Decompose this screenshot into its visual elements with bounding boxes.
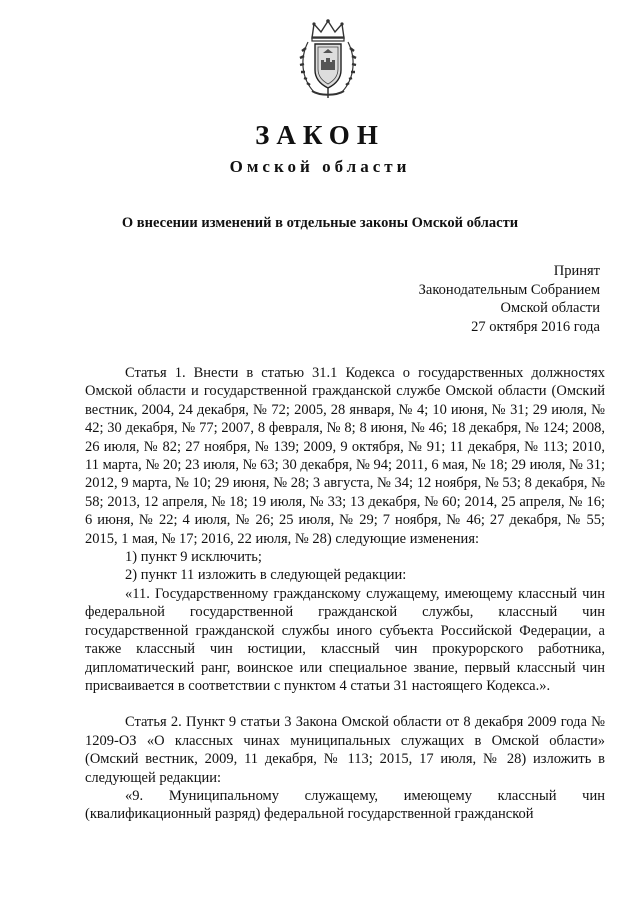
article-1-item-2: 2) пункт 11 изложить в следующей редакции: bbox=[125, 567, 407, 584]
law-subtitle: Омской области bbox=[229, 157, 411, 176]
adoption-line: Принят bbox=[553, 263, 600, 279]
document-subject: О внесении изменений в отдельные законы Омской области bbox=[121, 215, 519, 231]
adoption-block bbox=[419, 262, 600, 336]
article-1-intro: Статья 1. Внести в статью 31.1 Кодекса о государственных должностях Омской области и государственной гражданской службе Омской области (Омский вестник, 2004, 24 декабря, № 72; 2005, 28 января, № 4; 10 июня, № 31; 29 июля, № 42; 30 декабря, № 77; 2007, 8 февраля, № 8; 8 июня, № 46; 18 декабря, № 124; 2008, 26 июля, № 82; 27 ноября, № 139; 2009, 9 октября, № 91; 11 декабря, № 113; 2010, 11 марта, № 20; 23 июля, № 63; 30 декабря, № 94; 2011, 6 мая, № 18; 29 июля, № 31; 2012, 9 марта, № 10; 29 июня, № 28; 3 августа, № 34; 12 ноября, № 53; 8 декабря, № 58; 2013, 12 апреля, № 18; 19 июля, № 33; 13 декабря, № 60; 2014, 25 апреля, № 16; 6 июня, № 22; 4 июля, № 26; 25 июля, № 29; 7 ноября, № 46; 27 декабря, № 55; 2015, 1 мая, № 17; 2016, 22 июля, № 28) следующие изменения: bbox=[85, 365, 605, 547]
article-1-item-1: 1) пункт 9 исключить; bbox=[125, 549, 262, 566]
law-title: ЗАКОН bbox=[255, 120, 385, 150]
adoption-line: Законодательным Собранием bbox=[418, 281, 600, 298]
document-body bbox=[85, 364, 605, 824]
article-2-quote: «9. Муниципальному служащему, имеющему классный чин (квалификационный разряд) федеральной государственной гражданской bbox=[85, 787, 605, 823]
article-1-quote: «11. Государственному гражданскому служащему, имеющему классный чин федеральной государственной гражданской службы, классный чин государственной гражданской службы иного субъекта Российской Федерации, а также классный чин юстиции, классный чин прокурорского работника, дипломатический ранг, воинское или специальное звание, первый классный чин присваивается в соответствии с пунктом 4 статьи 31 настоящего Кодекса.». bbox=[85, 585, 605, 694]
adoption-date: 27 октября 2016 года bbox=[471, 318, 600, 335]
adoption-line: Омской области bbox=[500, 300, 600, 316]
omsk-coat-of-arms-icon bbox=[298, 18, 358, 100]
article-2-intro: Статья 2. Пункт 9 статьи 3 Закона Омской области от 8 декабря 2009 года № 1209-ОЗ «О классных чинах муниципальных служащих в Омской области» (Омский вестник, 2009, 11 декабря, № 113; 2015, 17 июля, № 28) изложить в следующей редакции: bbox=[85, 714, 605, 786]
